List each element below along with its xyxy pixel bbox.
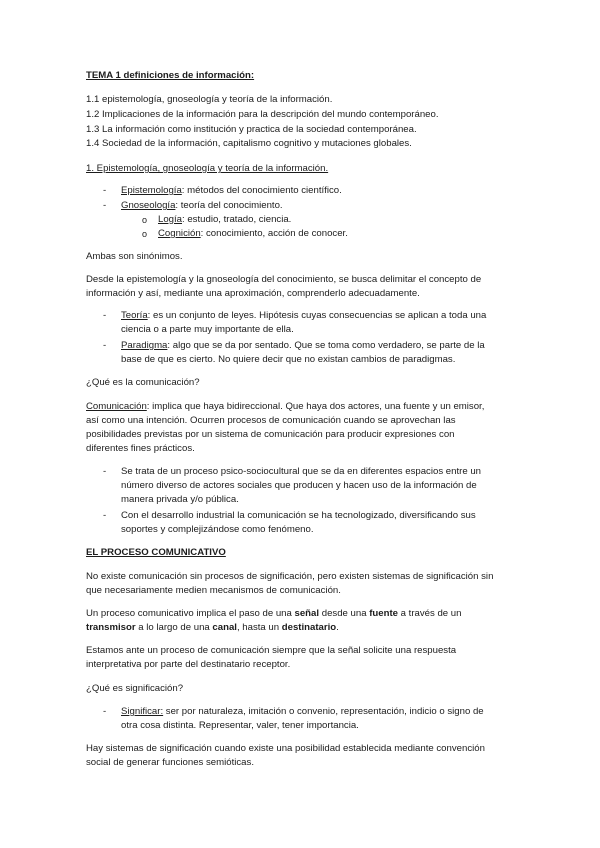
definition-text: : teoría del conocimiento. — [175, 200, 283, 211]
question-comunicacion: ¿Qué es la comunicación? — [86, 377, 200, 388]
term-significar: Significar: — [121, 706, 164, 717]
definition-text: : es un conjunto de leyes. Hipótesis cuyas consecuencias se aplican a toda una — [147, 310, 487, 321]
term-canal: canal — [212, 622, 237, 633]
definition-gnoseologia — [121, 200, 283, 212]
text-run: desde una — [319, 608, 370, 619]
term-senal: señal — [294, 608, 320, 619]
significar-line-1 — [121, 706, 484, 718]
term-cognicion: Cognición — [158, 228, 201, 239]
definition-text: : algo que se da por sentado. Que se toma como verdadero, se parte de la — [167, 340, 485, 351]
synonyms-note: Ambas son sinónimos. — [86, 251, 183, 262]
paragraph-1-line-2: información y así, mediante una aproximación, comprenderlo adecuadamente. — [86, 288, 420, 299]
paragraph-4-line-1: Estamos ante un proceso de comunicación siempre que la señal solicite una respuesta — [86, 645, 457, 656]
paragraph-2-line-1: No existe comunicación sin procesos de significación, pero existen sistemas de significación sin — [86, 571, 494, 582]
definition-epistemologia — [121, 185, 342, 197]
paragraph-3-line-2 — [86, 622, 339, 634]
significar-line-2: otra cosa distinta. Representar, valer, tener importancia. — [121, 720, 359, 731]
definition-text: : estudio, tratado, ciencia. — [182, 214, 292, 225]
definition-text: : implica que haya bidireccional. Que haya dos actores, una fuente y un emisor, — [146, 401, 485, 412]
bullet-2-1-line-2: número diverso de actores sociales que producen y hacen uso de la información de — [121, 480, 477, 491]
comunicacion-line-1 — [86, 401, 484, 413]
definition-cognicion — [158, 228, 348, 240]
bullet-dash: - — [103, 340, 107, 351]
term-fuente: fuente — [369, 608, 398, 619]
definition-text: : conocimiento, acción de conocer. — [200, 228, 348, 239]
term-teoria: Teoría — [121, 310, 148, 321]
section-1-heading: 1. Epistemología, gnoseología y teoría de la información. — [86, 163, 329, 174]
term-transmisor: transmisor — [86, 622, 136, 633]
bullet-circle: o — [142, 215, 148, 225]
comunicacion-line-3: posibilidades previstas por un sistema de comunicación para producir expresiones con — [86, 429, 455, 440]
bullet-dash: - — [103, 185, 107, 196]
question-significacion: ¿Qué es significación? — [86, 683, 184, 694]
bullet-2-2-line-2: soportes y complejizándose como fenómeno. — [121, 524, 314, 535]
paragraph-3-line-1 — [86, 608, 461, 620]
toc-item-4: 1.4 Sociedad de la información, capitalismo cognitivo y mutaciones globales. — [86, 138, 412, 149]
bullet-dash: - — [103, 510, 107, 521]
bullet-2-1-line-1: Se trata de un proceso psico-sociocultural que se da en diferentes espacios entre un — [121, 466, 481, 477]
bullet-dash: - — [103, 466, 107, 477]
bullet-2-2-line-1: Con el desarrollo industrial la comunicación se ha tecnologizado, diversificando sus — [121, 510, 476, 521]
paragraph-2-line-2: que necesariamente medien mecanismos de comunicación. — [86, 585, 341, 596]
text-run: Un proceso comunicativo implica el paso de una — [86, 608, 295, 619]
teoria-line-1 — [121, 310, 486, 322]
toc-item-1: 1.1 epistemología, gnoseología y teoría de la información. — [86, 94, 333, 105]
document-title: TEMA 1 definiciones de información: — [86, 70, 255, 81]
toc-item-2: 1.2 Implicaciones de la información para la descripción del mundo contemporáneo. — [86, 109, 439, 120]
term-epistemologia: Epistemología — [121, 185, 182, 196]
text-run: , hasta un — [236, 622, 282, 633]
term-comunicacion: Comunicación — [86, 401, 147, 412]
comunicacion-line-4: diferentes fines prácticos. — [86, 443, 195, 454]
text-run: a lo largo de una — [135, 622, 213, 633]
bullet-dash: - — [103, 706, 107, 717]
term-destinatario: destinatario — [281, 622, 337, 633]
text-run: a través de un — [398, 608, 462, 619]
definition-text: : métodos del conocimiento científico. — [181, 185, 342, 196]
bullet-dash: - — [103, 200, 107, 211]
definition-logia — [158, 214, 291, 226]
paradigma-line-1 — [121, 340, 485, 352]
bullet-dash: - — [103, 310, 107, 321]
paragraph-4-line-2: interpretativa por parte del destinatario receptor. — [86, 659, 291, 670]
toc-item-3: 1.3 La información como institución y practica de la sociedad contemporánea. — [86, 124, 417, 135]
bullet-2-1-line-3: manera privada y/o pública. — [121, 494, 239, 505]
comunicacion-line-2: así como una intención. Ocurren procesos de comunicación cuando se aprovechan las — [86, 415, 456, 426]
paragraph-1-line-1: Desde la epistemología y la gnoseología del conocimiento, se busca delimitar el concepto de — [86, 274, 482, 285]
section-2-heading: EL PROCESO COMUNICATIVO — [86, 547, 226, 558]
paradigma-line-2: base de que es cierto. No quiere decir que no existan cambios de paradigmas. — [121, 354, 456, 365]
paragraph-5-line-2: social de generar funciones semióticas. — [86, 757, 254, 768]
text-run: . — [336, 622, 339, 633]
term-gnoseologia: Gnoseología — [121, 200, 176, 211]
term-paradigma: Paradigma — [121, 340, 168, 351]
bullet-circle: o — [142, 229, 148, 239]
paragraph-5-line-1: Hay sistemas de significación cuando existe una posibilidad establecida mediante convención — [86, 743, 485, 754]
term-logia: Logía — [158, 214, 183, 225]
teoria-line-2: ciencia o a parte muy importante de ella. — [121, 324, 294, 335]
definition-text: ser por naturaleza, imitación o convenio, representación, indicio o signo de — [163, 706, 484, 717]
